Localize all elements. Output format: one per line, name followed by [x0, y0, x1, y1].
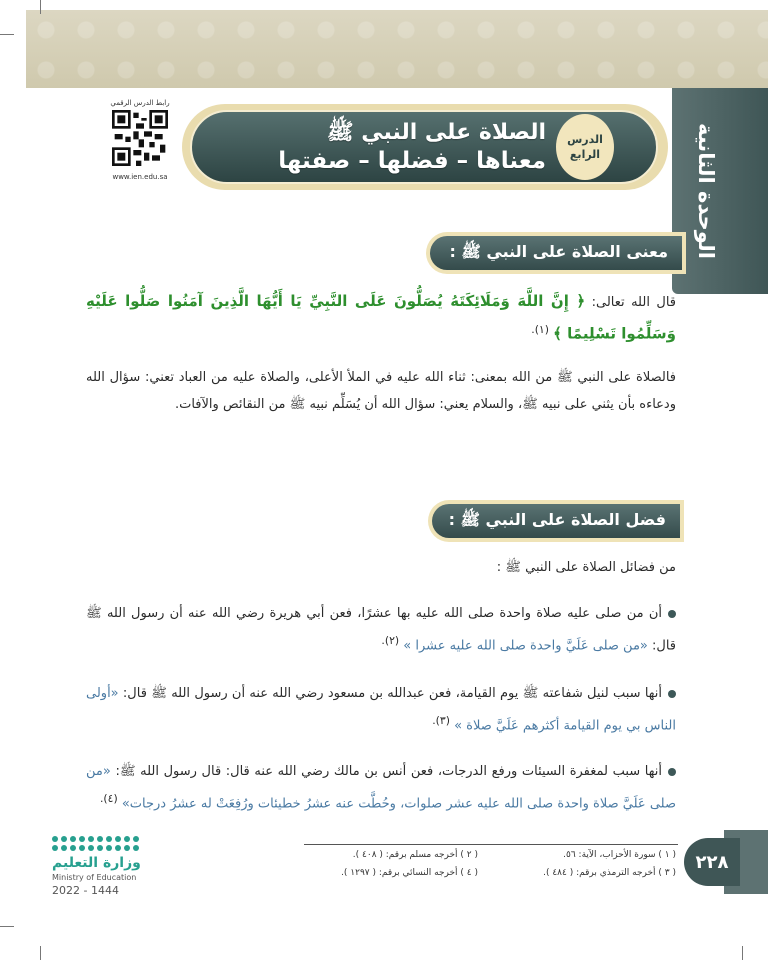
lesson-badge: [556, 114, 614, 180]
bullet-icon: [668, 768, 676, 776]
qr-block[interactable]: [104, 98, 176, 182]
hadith-footnote-ref: (٣).: [432, 714, 450, 727]
footnote-divider: [304, 844, 678, 845]
section1-verse-paragraph: [86, 288, 676, 348]
hadith-footnote-ref: (٢).: [381, 634, 400, 647]
verse-intro: قال الله تعالى:: [585, 295, 676, 310]
bullet-icon: [668, 610, 676, 618]
hadith-quote: «أولى الناس بي يوم القيامة أكثرهم عَلَيَّ صلاة »: [86, 686, 676, 734]
section1-heading: معنى الصلاة على النبي ﷺ :: [430, 236, 682, 270]
list-item-text: أن من صلى عليه صلاة واحدة صلى الله عليه بها عشرًا، فعن أبي هريرة رضي الله عنه أن رسول الله ﷺ قال:: [86, 606, 676, 654]
section1-body: فالصلاة على النبي ﷺ من الله بمعنى: ثناء الله عليه في الملأ الأعلى، والصلاة عليه من العباد تعني: سؤال الله ودعاءه بأن يثني على نبيه ﷺ، والسلام يعني: سؤال الله أن يُسَلِّم نبيه ﷺ من النقائص والآفات.: [86, 370, 676, 412]
list-item: [86, 680, 676, 739]
unit-title: الوحدة الثانية: [694, 123, 718, 259]
header-band: [26, 10, 768, 88]
quran-verse: ﴿ إِنَّ اللَّهَ وَمَلَائِكَتَهُ يُصَلُّونَ عَلَى النَّبِيِّ يَا أَيُّهَا الَّذِينَ آمَنُوا صَلُّوا عَلَيْهِ وَسَلِّمُوا تَسْلِيمًا ﴾: [86, 292, 676, 343]
ministry-name-ar: وزارة التعليم: [52, 855, 141, 871]
footnote-1: ( ١ ) سورة الأحزاب، الآية: ٥٦.: [563, 850, 676, 860]
list-item: [86, 600, 676, 659]
qr-code-icon[interactable]: [112, 110, 168, 166]
lesson-badge-line2: الرابع: [569, 148, 601, 161]
hadith-quote: «من صلى عَلَيَّ صلاة واحدة صلى الله عليه عشر صلوات، وحُطَّت عنه عشرُ خطيئات ورُفِعَتْ له عشرُ درجات»: [86, 764, 676, 812]
crop-mark: [0, 34, 14, 35]
lesson-subtitle: معناها – فضلها – صفتها: [278, 148, 546, 174]
lesson-badge-line1: الدرس: [567, 133, 603, 146]
list-item-text: أنها سبب لنيل شفاعته ﷺ يوم القيامة، فعن عبدالله بن مسعود رضي الله عنه أن رسول الله ﷺ قال:: [118, 686, 662, 701]
list-item-text: أنها سبب لمغفرة السيئات ورفع الدرجات، فعن أنس بن مالك رضي الله عنه قال: قال رسول الله ﷺ:: [110, 764, 662, 779]
edition-year: 2022 - 1444: [52, 884, 119, 897]
footnote-2: ( ٢ ) أخرجه مسلم برقم: ( ٤٠٨ ).: [352, 850, 478, 860]
hadith-quote: «من صلى عَلَيَّ واحدة صلى الله عليه عشرا »: [403, 638, 648, 654]
ministry-dots-icon: [52, 836, 162, 851]
verse-footnote-ref: (١).: [531, 323, 549, 336]
crop-mark: [0, 926, 14, 927]
crop-mark: [40, 946, 41, 960]
hadith-footnote-ref: (٤).: [99, 792, 118, 805]
ministry-name-en: Ministry of Education: [52, 873, 137, 882]
qr-label: رابط الدرس الرقمي: [110, 99, 170, 107]
qr-url[interactable]: www.ien.edu.sa: [112, 173, 168, 181]
crop-mark: [742, 946, 743, 960]
ministry-logo: [52, 836, 162, 897]
section2-intro: من فضائل الصلاة على النبي ﷺ :: [496, 560, 676, 575]
page-number: ٢٢٨: [684, 838, 740, 886]
bullet-icon: [668, 690, 676, 698]
footnote-3: ( ٣ ) أخرجه الترمذي برقم: ( ٤٨٤ ).: [543, 868, 676, 878]
crop-mark: [40, 0, 41, 14]
lesson-title: الصلاة على النبي ﷺ: [326, 120, 546, 145]
section2-heading: فضل الصلاة على النبي ﷺ :: [432, 504, 680, 538]
list-item: [86, 758, 676, 817]
footnote-4: ( ٤ ) أخرجه النسائي برقم: ( ١٢٩٧ ).: [341, 868, 478, 878]
